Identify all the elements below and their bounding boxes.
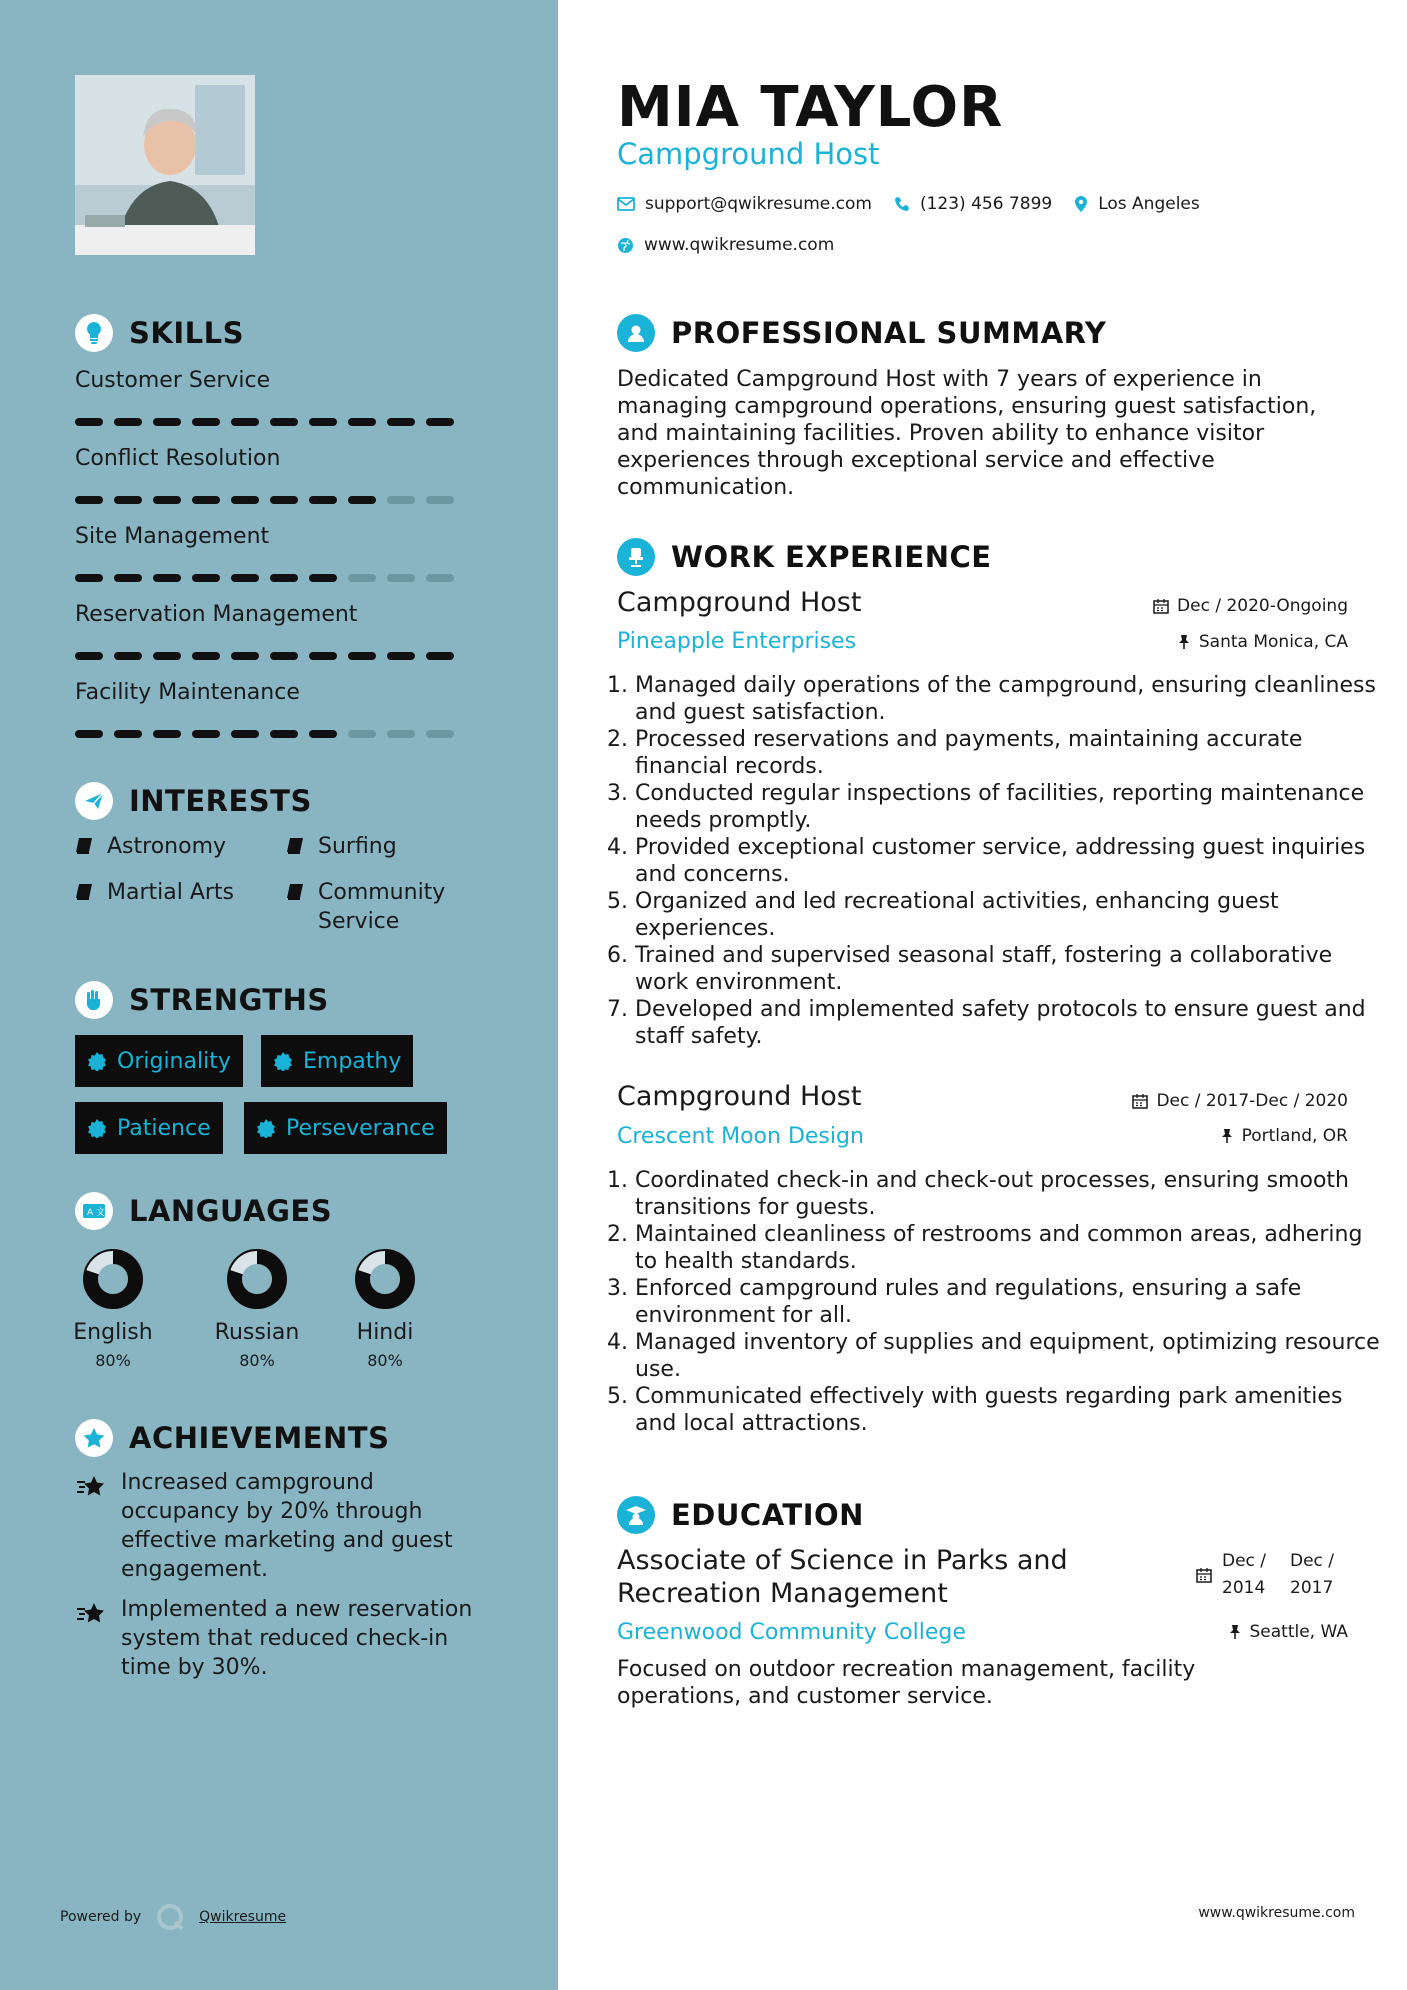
candidate-role: Campground Host: [617, 137, 880, 171]
skill-level-dash: [192, 730, 220, 738]
skill-name: Site Management: [75, 524, 270, 549]
skill-level-dash: [309, 730, 337, 738]
skill-level-dash: [114, 730, 142, 738]
achievements-title: ACHIEVEMENTS: [129, 1421, 390, 1455]
interest-label: Community Service: [318, 880, 446, 934]
skill-level-dash: [153, 418, 181, 426]
languages-heading: [75, 1192, 332, 1230]
skill-level-dash: [153, 574, 181, 582]
office-chair-icon: [617, 538, 655, 576]
skill-level-dash: [153, 652, 181, 660]
education-start: Dec / 2014: [1222, 1551, 1267, 1598]
translate-icon: [75, 1192, 113, 1230]
star-icon: [75, 1601, 107, 1627]
skill-level-dash: [75, 496, 103, 504]
skill-level-dash: [231, 574, 259, 582]
job-location: [1220, 1126, 1348, 1146]
strength-chip: [75, 1102, 223, 1154]
company-name: Pineapple Enterprises: [617, 629, 857, 654]
skill-level-dash: [270, 730, 298, 738]
education-heading: [617, 1496, 864, 1534]
duty-item: 5. Communicated effectively with guests regarding park amenities and local attractions.: [635, 1383, 1380, 1437]
duty-item: 7. Developed and implemented safety protocols to ensure guest and staff safety.: [635, 996, 1380, 1050]
education-description: Focused on outdoor recreation management, facility operations, and customer service.: [617, 1657, 1196, 1709]
skill-level-dash: [231, 496, 259, 504]
calendar-icon: [1132, 1093, 1148, 1109]
strength-label: Originality: [117, 1048, 231, 1074]
job-location-text: Santa Monica, CA: [1198, 632, 1348, 652]
skill-level-bar: [75, 418, 454, 426]
skill-level-dash: [309, 496, 337, 504]
skill-level-dash: [114, 574, 142, 582]
pushpin-icon: [1177, 634, 1191, 650]
skill-level-dash: [387, 652, 415, 660]
duty-item: 2. Maintained cleanliness of restrooms and common areas, adhering to health standards.: [635, 1221, 1380, 1275]
duty-item: 4. Managed inventory of supplies and equipment, optimizing resource use.: [635, 1329, 1380, 1383]
job-dates: [1132, 1091, 1348, 1111]
skill-level-dash: [387, 730, 415, 738]
skill-level-dash: [75, 418, 103, 426]
sidebar: [0, 0, 558, 1990]
experience-heading: [617, 538, 992, 576]
duties-list: [617, 1167, 1380, 1437]
skill-level-dash: [114, 496, 142, 504]
job-dates: [1153, 596, 1348, 616]
duties-list: [617, 672, 1380, 1050]
strength-label: Perseverance: [286, 1115, 435, 1141]
user-icon: [617, 314, 655, 352]
skill-level-bar: [75, 730, 454, 738]
skill-level-dash: [426, 574, 454, 582]
contact-website[interactable]: [617, 235, 834, 255]
interest-label: Astronomy: [107, 834, 227, 859]
book-icon: [75, 836, 95, 856]
strengths-heading: [75, 981, 329, 1019]
achievement-item: [75, 1595, 495, 1682]
skill-level-dash: [309, 574, 337, 582]
badge-icon: [273, 1051, 293, 1071]
interest-item: [75, 878, 234, 907]
language-donut: [82, 1248, 144, 1310]
pushpin-icon: [1220, 1128, 1234, 1144]
skill-level-dash: [309, 652, 337, 660]
duty-item: 5. Organized and led recreational activities, enhancing guest experiences.: [635, 888, 1380, 942]
strength-label: Patience: [117, 1115, 211, 1141]
qwikresume-link[interactable]: Qwikresume: [199, 1909, 287, 1925]
duty-item: 6. Trained and supervised seasonal staff, fostering a collaborative work environment.: [635, 942, 1380, 996]
envelope-icon: [617, 197, 635, 211]
main-content: [558, 0, 1407, 1990]
interest-item: [286, 878, 476, 936]
job-title: Campground Host: [617, 1081, 862, 1112]
skill-level-dash: [270, 574, 298, 582]
duty-item: 3. Enforced campground rules and regulations, ensuring a safe environment for all.: [635, 1275, 1380, 1329]
interests-heading: [75, 782, 312, 820]
powered-by-label: Powered by: [60, 1909, 142, 1925]
skill-level-dash: [192, 418, 220, 426]
experience-title: WORK EXPERIENCE: [671, 540, 992, 574]
skill-level-dash: [153, 730, 181, 738]
globe-icon: [617, 237, 634, 254]
skills-heading: [75, 314, 244, 352]
website-text: www.qwikresume.com: [644, 235, 835, 255]
calendar-icon: [1153, 598, 1169, 614]
calendar-icon: [1196, 1567, 1212, 1583]
skill-level-dash: [348, 496, 376, 504]
job-location: [1177, 632, 1348, 652]
phone-icon: [894, 196, 910, 212]
candidate-name: MIA TAYLOR: [617, 75, 1004, 140]
contact-phone[interactable]: [894, 194, 1052, 214]
skill-level-dash: [114, 418, 142, 426]
job-location-text: Portland, OR: [1241, 1126, 1348, 1146]
skill-level-dash: [309, 418, 337, 426]
skill-level-dash: [426, 496, 454, 504]
skill-level-dash: [348, 418, 376, 426]
svg-text:A: A: [87, 1208, 94, 1218]
contact-email[interactable]: [617, 194, 872, 214]
skill-level-dash: [426, 730, 454, 738]
book-icon: [75, 882, 95, 902]
skill-name: Facility Maintenance: [75, 680, 300, 705]
strength-label: Empathy: [303, 1048, 402, 1074]
education-location: [1228, 1622, 1349, 1642]
duty-item: 1. Managed daily operations of the campground, ensuring cleanliness and guest satisfaction.: [635, 672, 1380, 726]
language-name: Hindi: [356, 1320, 414, 1345]
skill-level-bar: [75, 574, 454, 582]
achievement-text: Increased campground occupancy by 20% through effective marketing and guest engagement.: [121, 1470, 453, 1582]
language-donut: [354, 1248, 416, 1310]
skill-level-dash: [387, 418, 415, 426]
achievement-text: Implemented a new reservation system that reduced check-in time by 30%.: [121, 1597, 473, 1680]
skill-level-dash: [348, 652, 376, 660]
education-end: Dec / 2017: [1290, 1551, 1335, 1598]
skill-level-dash: [75, 730, 103, 738]
language-item: [325, 1248, 445, 1370]
contact-row: [617, 194, 1200, 214]
paper-plane-icon: [75, 782, 113, 820]
school-name: Greenwood Community College: [617, 1620, 966, 1645]
qwikresume-logo-icon: [155, 1902, 185, 1932]
skill-level-dash: [231, 418, 259, 426]
skill-level-dash: [153, 496, 181, 504]
skill-level-dash: [426, 418, 454, 426]
email-text: support@qwikresume.com: [645, 194, 872, 214]
book-icon: [286, 836, 306, 856]
duty-item: 1. Coordinated check-in and check-out processes, ensuring smooth transitions for guests.: [635, 1167, 1380, 1221]
badge-icon: [87, 1051, 107, 1071]
summary-text: Dedicated Campground Host with 7 years of experience in managing campground operations, ensuring guest satisfaction, and maintaining facilities. Proven ability to enhance visitor experiences through exceptional service and effective communication.: [617, 367, 1317, 500]
skill-level-dash: [270, 652, 298, 660]
skill-level-dash: [231, 652, 259, 660]
language-donut: [226, 1248, 288, 1310]
job-dates-text: Dec / 2017-Dec / 2020: [1156, 1091, 1348, 1111]
pushpin-icon: [1228, 1624, 1242, 1640]
skill-level-dash: [192, 496, 220, 504]
star-badge-icon: [75, 1419, 113, 1457]
lightbulb-icon: [75, 314, 113, 352]
summary-heading: [617, 314, 1106, 352]
skills-title: SKILLS: [129, 316, 244, 350]
location-text: Los Angeles: [1098, 194, 1200, 214]
skill-level-dash: [387, 574, 415, 582]
language-item: [53, 1248, 173, 1370]
education-dates: [1196, 1548, 1348, 1602]
strengths-title: STRENGTHS: [129, 983, 329, 1017]
strength-chip: [261, 1035, 413, 1087]
skill-name: Conflict Resolution: [75, 446, 281, 471]
skill-level-dash: [192, 574, 220, 582]
skill-level-dash: [75, 574, 103, 582]
strength-chip: [75, 1035, 243, 1087]
skill-level-bar: [75, 652, 454, 660]
duty-item: 3. Conducted regular inspections of facilities, reporting maintenance needs promptly.: [635, 780, 1380, 834]
profile-photo: [75, 75, 255, 255]
company-name: Crescent Moon Design: [617, 1124, 864, 1149]
skill-level-dash: [270, 418, 298, 426]
skill-level-dash: [348, 574, 376, 582]
interest-label: Martial Arts: [107, 880, 235, 905]
job-dates-text: Dec / 2020-Ongoing: [1177, 596, 1348, 616]
duty-item: 4. Provided exceptional customer service, addressing guest inquiries and concerns.: [635, 834, 1380, 888]
powered-by: [60, 1902, 286, 1932]
footer-website[interactable]: www.qwikresume.com: [1198, 1905, 1355, 1921]
achievement-item: [75, 1468, 495, 1584]
skill-level-dash: [231, 730, 259, 738]
languages-title: LANGUAGES: [129, 1194, 333, 1228]
education-title: EDUCATION: [671, 1498, 864, 1532]
star-icon: [75, 1474, 107, 1500]
book-icon: [286, 882, 306, 902]
map-pin-icon: [1074, 195, 1088, 213]
skill-level-dash: [270, 496, 298, 504]
language-percent: 80%: [95, 1351, 131, 1370]
skill-level-dash: [114, 652, 142, 660]
skill-level-bar: [75, 496, 454, 504]
language-percent: 80%: [239, 1351, 275, 1370]
skill-level-dash: [348, 730, 376, 738]
skill-name: Customer Service: [75, 368, 271, 393]
strength-chip: [244, 1102, 447, 1154]
contact-location: [1074, 194, 1200, 214]
language-name: English: [73, 1320, 153, 1345]
language-percent: 80%: [367, 1351, 403, 1370]
job-title: Campground Host: [617, 587, 862, 618]
skill-name: Reservation Management: [75, 602, 358, 627]
duty-item: 2. Processed reservations and payments, maintaining accurate financial records.: [635, 726, 1380, 780]
skill-level-dash: [426, 652, 454, 660]
badge-icon: [87, 1118, 107, 1138]
interest-label: Surfing: [318, 834, 397, 859]
achievements-heading: [75, 1419, 389, 1457]
interest-item: [286, 832, 397, 861]
skill-level-dash: [192, 652, 220, 660]
graduate-icon: [617, 1496, 655, 1534]
fist-icon: [75, 981, 113, 1019]
interests-title: INTERESTS: [129, 784, 312, 818]
svg-text:文: 文: [96, 1208, 106, 1218]
skill-level-dash: [75, 652, 103, 660]
badge-icon: [256, 1118, 276, 1138]
interest-item: [75, 832, 226, 861]
degree-title: Associate of Science in Parks and Recreation Management: [617, 1545, 1068, 1609]
summary-title: PROFESSIONAL SUMMARY: [671, 316, 1107, 350]
language-item: [197, 1248, 317, 1370]
language-name: Russian: [214, 1320, 300, 1345]
education-location-text: Seattle, WA: [1249, 1622, 1348, 1642]
skill-level-dash: [387, 496, 415, 504]
phone-text: (123) 456 7899: [919, 194, 1053, 214]
